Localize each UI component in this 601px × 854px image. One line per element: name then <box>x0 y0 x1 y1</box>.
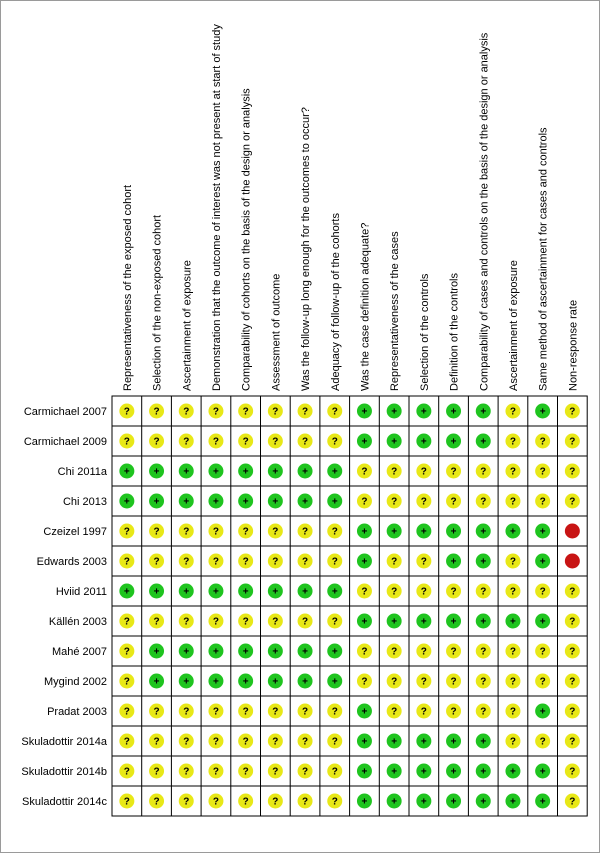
low-risk-marker-symbol: + <box>391 766 398 778</box>
low-risk-marker-symbol: + <box>361 796 368 808</box>
unclear-risk-marker-symbol: ? <box>242 736 249 748</box>
low-risk-marker-symbol: + <box>539 616 546 628</box>
low-risk-marker-symbol: + <box>123 466 130 478</box>
low-risk-marker-symbol: + <box>539 526 546 538</box>
low-risk-marker-symbol: + <box>450 736 457 748</box>
unclear-risk-marker-symbol: ? <box>480 586 487 598</box>
column-header: Adequacy of follow-up of the cohorts <box>329 213 342 391</box>
unclear-risk-marker-symbol: ? <box>123 796 130 808</box>
unclear-risk-marker-symbol: ? <box>450 586 457 598</box>
unclear-risk-marker-symbol: ? <box>391 676 398 688</box>
unclear-risk-marker-symbol: ? <box>123 526 130 538</box>
unclear-risk-marker-symbol: ? <box>212 526 220 538</box>
low-risk-marker-symbol: + <box>420 436 427 448</box>
low-risk-marker-symbol: + <box>539 706 546 718</box>
unclear-risk-marker-symbol: ? <box>301 406 309 418</box>
low-risk-marker-symbol: + <box>153 646 160 658</box>
unclear-risk-marker-symbol: ? <box>183 766 190 778</box>
low-risk-marker-symbol: + <box>183 646 190 658</box>
unclear-risk-marker-symbol: ? <box>242 436 249 448</box>
unclear-risk-marker-symbol: ? <box>509 586 517 598</box>
unclear-risk-marker-symbol: ? <box>509 736 517 748</box>
low-risk-marker-symbol: + <box>450 556 457 568</box>
low-risk-marker-symbol: + <box>480 796 487 808</box>
unclear-risk-marker-symbol: ? <box>391 466 398 478</box>
unclear-risk-marker-symbol: ? <box>123 646 130 658</box>
unclear-risk-marker-symbol: ? <box>509 496 517 508</box>
low-risk-marker-symbol: + <box>183 496 190 508</box>
unclear-risk-marker-symbol: ? <box>183 556 190 568</box>
low-risk-marker-symbol: + <box>480 616 487 628</box>
unclear-risk-marker-symbol: ? <box>361 676 368 688</box>
low-risk-marker-symbol: + <box>420 526 427 538</box>
unclear-risk-marker-symbol: ? <box>123 556 130 568</box>
unclear-risk-marker-symbol: ? <box>301 766 309 778</box>
unclear-risk-marker-symbol: ? <box>569 466 576 478</box>
unclear-risk-marker-symbol: ? <box>242 796 249 808</box>
unclear-risk-marker-symbol: ? <box>123 616 130 628</box>
low-risk-marker-symbol: + <box>391 436 398 448</box>
unclear-risk-marker-symbol: ? <box>331 616 338 628</box>
low-risk-marker-symbol: + <box>183 586 190 598</box>
unclear-risk-marker-symbol: ? <box>539 586 546 598</box>
unclear-risk-marker-symbol: ? <box>569 796 576 808</box>
study-label: Carmichael 2007 <box>23 406 107 418</box>
unclear-risk-marker-symbol: ? <box>450 676 457 688</box>
low-risk-marker-symbol: + <box>480 436 487 448</box>
low-risk-marker-symbol: + <box>361 436 368 448</box>
study-label: Källén 2003 <box>48 616 107 628</box>
low-risk-marker-symbol: + <box>272 466 279 478</box>
unclear-risk-marker-symbol: ? <box>391 646 398 658</box>
low-risk-marker-symbol: + <box>153 496 160 508</box>
low-risk-marker-symbol: + <box>539 796 546 808</box>
unclear-risk-marker-symbol: ? <box>450 466 457 478</box>
low-risk-marker-symbol: + <box>331 466 338 478</box>
low-risk-marker-symbol: + <box>450 436 457 448</box>
column-header: Same method of ascertainment for cases and controls <box>537 127 550 391</box>
unclear-risk-marker-symbol: ? <box>539 736 546 748</box>
unclear-risk-marker-symbol: ? <box>123 736 130 748</box>
low-risk-marker-symbol: + <box>302 676 308 688</box>
unclear-risk-marker-symbol: ? <box>153 436 160 448</box>
unclear-risk-marker-symbol: ? <box>301 706 309 718</box>
low-risk-marker-symbol: + <box>213 646 219 658</box>
low-risk-marker-symbol: + <box>391 406 398 418</box>
low-risk-marker-symbol: + <box>302 586 308 598</box>
high-risk-marker <box>565 524 580 539</box>
low-risk-marker-symbol: + <box>450 406 457 418</box>
unclear-risk-marker-symbol: ? <box>361 586 368 598</box>
low-risk-marker-symbol: + <box>183 676 190 688</box>
unclear-risk-marker-symbol: ? <box>242 526 249 538</box>
low-risk-marker-symbol: + <box>391 616 398 628</box>
unclear-risk-marker-symbol: ? <box>391 496 398 508</box>
column-header: Definition of the controls <box>448 272 461 391</box>
low-risk-marker-symbol: + <box>272 646 279 658</box>
unclear-risk-marker-symbol: ? <box>272 706 279 718</box>
column-header: Comparability of cohorts on the basis of the design or analysis <box>240 88 253 391</box>
low-risk-marker-symbol: + <box>450 766 457 778</box>
low-risk-marker-symbol: + <box>272 586 279 598</box>
unclear-risk-marker-symbol: ? <box>301 556 309 568</box>
low-risk-marker-symbol: + <box>153 676 160 688</box>
unclear-risk-marker-symbol: ? <box>480 496 487 508</box>
unclear-risk-marker-symbol: ? <box>331 736 338 748</box>
low-risk-marker-symbol: + <box>242 496 249 508</box>
unclear-risk-marker-symbol: ? <box>272 436 279 448</box>
unclear-risk-marker-symbol: ? <box>212 766 220 778</box>
low-risk-marker-symbol: + <box>123 586 130 598</box>
unclear-risk-marker-symbol: ? <box>123 766 130 778</box>
unclear-risk-marker-symbol: ? <box>450 706 457 718</box>
unclear-risk-marker-symbol: ? <box>301 436 309 448</box>
study-label: Skuladottir 2014a <box>21 736 107 748</box>
unclear-risk-marker-symbol: ? <box>153 616 160 628</box>
unclear-risk-marker-symbol: ? <box>301 736 309 748</box>
unclear-risk-marker-symbol: ? <box>153 526 160 538</box>
unclear-risk-marker-symbol: ? <box>480 646 487 658</box>
unclear-risk-marker-symbol: ? <box>183 526 190 538</box>
study-label: Mahé 2007 <box>51 646 107 658</box>
unclear-risk-marker-symbol: ? <box>509 466 517 478</box>
unclear-risk-marker-symbol: ? <box>450 496 457 508</box>
low-risk-marker-symbol: + <box>391 736 398 748</box>
unclear-risk-marker-symbol: ? <box>242 616 249 628</box>
unclear-risk-marker-symbol: ? <box>331 406 338 418</box>
unclear-risk-marker-symbol: ? <box>420 556 427 568</box>
study-label: Chi 2013 <box>62 496 107 508</box>
unclear-risk-marker-symbol: ? <box>123 706 130 718</box>
study-label: Carmichael 2009 <box>23 436 107 448</box>
unclear-risk-marker-symbol: ? <box>569 496 576 508</box>
unclear-risk-marker-symbol: ? <box>361 466 368 478</box>
study-label: Mygind 2002 <box>44 676 107 688</box>
unclear-risk-marker-symbol: ? <box>569 646 576 658</box>
study-label: Edwards 2003 <box>36 556 107 568</box>
unclear-risk-marker-symbol: ? <box>331 526 338 538</box>
unclear-risk-marker-symbol: ? <box>569 706 576 718</box>
unclear-risk-marker-symbol: ? <box>361 646 368 658</box>
study-label: Skuladottir 2014c <box>22 796 107 808</box>
unclear-risk-marker-symbol: ? <box>420 646 427 658</box>
low-risk-marker-symbol: + <box>213 676 219 688</box>
low-risk-marker-symbol: + <box>480 406 487 418</box>
unclear-risk-marker-symbol: ? <box>153 556 160 568</box>
low-risk-marker-symbol: + <box>302 646 308 658</box>
low-risk-marker-symbol: + <box>272 676 279 688</box>
unclear-risk-marker-symbol: ? <box>539 646 546 658</box>
low-risk-marker-symbol: + <box>213 496 219 508</box>
low-risk-marker-symbol: + <box>331 586 338 598</box>
column-header: Representativeness of the exposed cohort <box>121 184 134 391</box>
low-risk-marker-symbol: + <box>480 766 487 778</box>
unclear-risk-marker-symbol: ? <box>123 676 130 688</box>
low-risk-marker-symbol: + <box>510 616 516 628</box>
unclear-risk-marker-symbol: ? <box>539 676 546 688</box>
low-risk-marker-symbol: + <box>510 796 516 808</box>
unclear-risk-marker-symbol: ? <box>183 736 190 748</box>
unclear-risk-marker-symbol: ? <box>212 706 220 718</box>
unclear-risk-marker-symbol: ? <box>509 436 517 448</box>
unclear-risk-marker-symbol: ? <box>539 496 546 508</box>
unclear-risk-marker-symbol: ? <box>331 796 338 808</box>
unclear-risk-marker-symbol: ? <box>301 796 309 808</box>
unclear-risk-marker-symbol: ? <box>331 706 338 718</box>
unclear-risk-marker-symbol: ? <box>153 736 160 748</box>
unclear-risk-marker-symbol: ? <box>509 556 517 568</box>
unclear-risk-marker-symbol: ? <box>272 736 279 748</box>
unclear-risk-marker-symbol: ? <box>153 796 160 808</box>
low-risk-marker-symbol: + <box>420 796 427 808</box>
unclear-risk-marker-symbol: ? <box>420 706 427 718</box>
unclear-risk-marker-symbol: ? <box>480 676 487 688</box>
unclear-risk-marker-symbol: ? <box>480 706 487 718</box>
low-risk-marker-symbol: + <box>153 586 160 598</box>
low-risk-marker-symbol: + <box>361 556 368 568</box>
unclear-risk-marker-symbol: ? <box>480 466 487 478</box>
unclear-risk-marker-symbol: ? <box>272 796 279 808</box>
unclear-risk-marker-symbol: ? <box>212 556 220 568</box>
study-label: Pradat 2003 <box>47 706 107 718</box>
column-header: Comparability of cases and controls on the basis of the design or analysis <box>478 32 491 391</box>
low-risk-marker-symbol: + <box>361 706 368 718</box>
high-risk-marker <box>565 554 580 569</box>
unclear-risk-marker-symbol: ? <box>569 436 576 448</box>
low-risk-marker-symbol: + <box>391 796 398 808</box>
unclear-risk-marker-symbol: ? <box>509 676 517 688</box>
low-risk-marker-symbol: + <box>361 736 368 748</box>
low-risk-marker-symbol: + <box>183 466 190 478</box>
low-risk-marker-symbol: + <box>242 646 249 658</box>
unclear-risk-marker-symbol: ? <box>539 466 546 478</box>
unclear-risk-marker-symbol: ? <box>569 736 576 748</box>
low-risk-marker-symbol: + <box>153 466 160 478</box>
unclear-risk-marker-symbol: ? <box>212 436 220 448</box>
low-risk-marker-symbol: + <box>361 406 368 418</box>
low-risk-marker-symbol: + <box>450 796 457 808</box>
low-risk-marker-symbol: + <box>361 526 368 538</box>
unclear-risk-marker-symbol: ? <box>331 556 338 568</box>
low-risk-marker-symbol: + <box>480 556 487 568</box>
low-risk-marker-symbol: + <box>302 466 308 478</box>
unclear-risk-marker-symbol: ? <box>153 706 160 718</box>
low-risk-marker-symbol: + <box>272 496 279 508</box>
unclear-risk-marker-symbol: ? <box>509 706 517 718</box>
column-header: Ascertainment of exposure <box>507 260 520 391</box>
unclear-risk-marker-symbol: ? <box>569 586 576 598</box>
low-risk-marker-symbol: + <box>420 616 427 628</box>
unclear-risk-marker-symbol: ? <box>272 766 279 778</box>
unclear-risk-marker-symbol: ? <box>272 616 279 628</box>
low-risk-marker-symbol: + <box>420 766 427 778</box>
unclear-risk-marker-symbol: ? <box>391 556 398 568</box>
column-header: Was the case definition adequate? <box>359 222 372 391</box>
unclear-risk-marker-symbol: ? <box>272 556 279 568</box>
low-risk-marker-symbol: + <box>302 496 308 508</box>
unclear-risk-marker-symbol: ? <box>183 616 190 628</box>
unclear-risk-marker-symbol: ? <box>272 406 279 418</box>
unclear-risk-marker-symbol: ? <box>242 556 249 568</box>
unclear-risk-marker-symbol: ? <box>123 436 130 448</box>
unclear-risk-marker-symbol: ? <box>420 466 427 478</box>
unclear-risk-marker-symbol: ? <box>391 706 398 718</box>
unclear-risk-marker-symbol: ? <box>450 646 457 658</box>
low-risk-marker-symbol: + <box>391 526 398 538</box>
low-risk-marker-symbol: + <box>123 496 130 508</box>
unclear-risk-marker-symbol: ? <box>183 796 190 808</box>
column-header: Non-response rate <box>567 299 580 391</box>
column-header: Selection of the controls <box>418 273 431 391</box>
unclear-risk-marker-symbol: ? <box>361 496 368 508</box>
unclear-risk-marker-symbol: ? <box>331 766 338 778</box>
low-risk-marker-symbol: + <box>331 496 338 508</box>
unclear-risk-marker-symbol: ? <box>301 616 309 628</box>
unclear-risk-marker-symbol: ? <box>153 766 160 778</box>
unclear-risk-marker-symbol: ? <box>569 766 576 778</box>
low-risk-marker-symbol: + <box>480 736 487 748</box>
unclear-risk-marker-symbol: ? <box>569 406 576 418</box>
low-risk-marker-symbol: + <box>331 646 338 658</box>
unclear-risk-marker-symbol: ? <box>153 406 160 418</box>
unclear-risk-marker-symbol: ? <box>183 436 190 448</box>
column-header: Selection of the non-exposed cohort <box>151 214 164 391</box>
column-header: Assessment of outcome <box>270 273 283 391</box>
low-risk-marker-symbol: + <box>242 586 249 598</box>
unclear-risk-marker-symbol: ? <box>242 406 249 418</box>
unclear-risk-marker-symbol: ? <box>301 526 309 538</box>
low-risk-marker-symbol: + <box>510 766 516 778</box>
low-risk-marker-symbol: + <box>539 766 546 778</box>
unclear-risk-marker-symbol: ? <box>123 406 130 418</box>
low-risk-marker-symbol: + <box>361 616 368 628</box>
column-header: Demonstration that the outcome of interest was not present at start of study <box>210 24 223 391</box>
unclear-risk-marker-symbol: ? <box>539 436 546 448</box>
unclear-risk-marker-symbol: ? <box>242 706 249 718</box>
unclear-risk-marker-symbol: ? <box>272 526 279 538</box>
low-risk-marker-symbol: + <box>450 616 457 628</box>
column-header: Ascertainment of exposure <box>181 260 194 391</box>
low-risk-marker-symbol: + <box>539 406 546 418</box>
unclear-risk-marker-symbol: ? <box>420 496 427 508</box>
column-header: Representativeness of the cases <box>389 231 402 391</box>
unclear-risk-marker-symbol: ? <box>509 646 517 658</box>
low-risk-marker-symbol: + <box>242 466 249 478</box>
column-header: Was the follow-up long enough for the outcomes to occur? <box>300 107 313 391</box>
low-risk-marker-symbol: + <box>539 556 546 568</box>
study-label: Skuladottir 2014b <box>21 766 107 778</box>
unclear-risk-marker-symbol: ? <box>331 436 338 448</box>
unclear-risk-marker-symbol: ? <box>183 406 190 418</box>
low-risk-marker-symbol: + <box>331 676 338 688</box>
unclear-risk-marker-symbol: ? <box>569 676 576 688</box>
unclear-risk-marker-symbol: ? <box>420 676 427 688</box>
low-risk-marker-symbol: + <box>450 526 457 538</box>
unclear-risk-marker-symbol: ? <box>242 766 249 778</box>
unclear-risk-marker-symbol: ? <box>212 796 220 808</box>
low-risk-marker-symbol: + <box>213 466 219 478</box>
unclear-risk-marker-symbol: ? <box>212 736 220 748</box>
low-risk-marker-symbol: + <box>361 766 368 778</box>
low-risk-marker-symbol: + <box>420 406 427 418</box>
low-risk-marker-symbol: + <box>420 736 427 748</box>
study-label: Hviid 2011 <box>55 586 107 598</box>
low-risk-marker-symbol: + <box>242 676 249 688</box>
risk-of-bias-grid <box>1 1 601 854</box>
unclear-risk-marker-symbol: ? <box>569 616 576 628</box>
unclear-risk-marker-symbol: ? <box>391 586 398 598</box>
unclear-risk-marker-symbol: ? <box>420 586 427 598</box>
low-risk-marker-symbol: + <box>213 586 219 598</box>
study-label: Chi 2011a <box>57 466 107 478</box>
unclear-risk-marker-symbol: ? <box>212 616 220 628</box>
unclear-risk-marker-symbol: ? <box>212 406 220 418</box>
low-risk-marker-symbol: + <box>480 526 487 538</box>
unclear-risk-marker-symbol: ? <box>183 706 190 718</box>
low-risk-marker-symbol: + <box>510 526 516 538</box>
unclear-risk-marker-symbol: ? <box>509 406 517 418</box>
study-label: Czeizel 1997 <box>43 526 107 538</box>
